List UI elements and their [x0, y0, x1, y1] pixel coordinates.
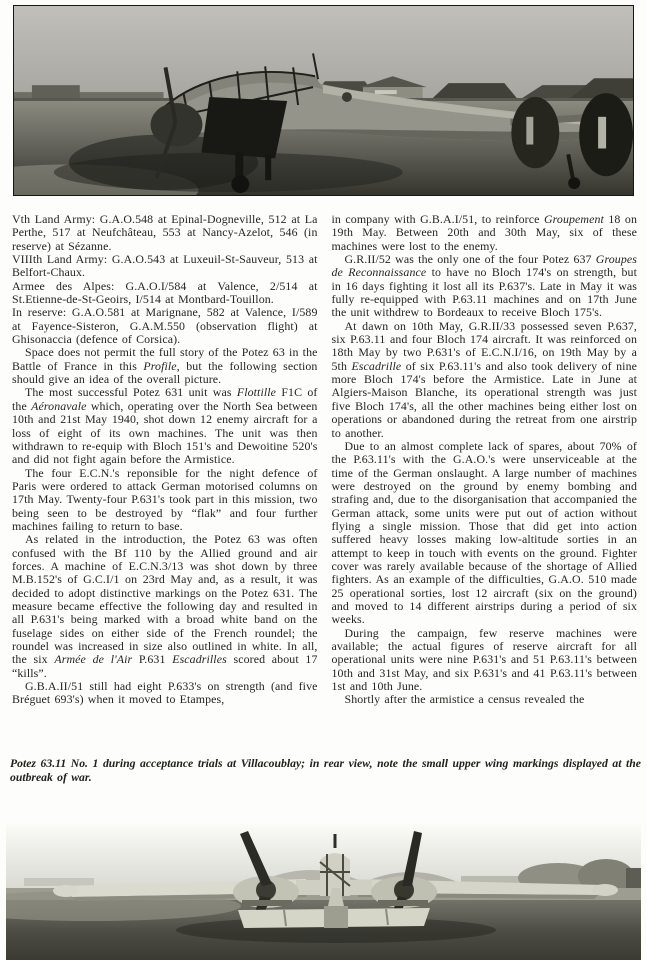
paragraph: During the campaign, few reserve machines were available; the actual figures of reserve aircraft for all operational units were nine P.631's and 51 P.63.11's between 10th and 31st May, and six P.631's and 41 P.63.11's between 1st and 10th June.: [331, 625, 637, 694]
paragraph: Due to an almost complete lack of spares, about 70% of the P.63.11's with the G.A.O.'s were unserviceable at the time of the German onslaught. A large number of machines were destroyed on the ground by enemy bombing and strafing and, due to the disorganisation that accompanied the German attack, some units were put out of action without flying a single mission. Those that did get into action suffered heavy losses making low-altitude sorties in an attempt to keep in touch with events on the ground. Fighter cover was rarely available because of the shortage of Allied fighters. As an example of the difficulties, G.A.O. 510 made 25 operational sorties, lost 12 aircraft (six on the ground) and moved to 14 different airstrips during a period of six weeks.: [331, 438, 637, 627]
paragraph: Armee des Alpes: G.A.O.I/584 at Valence, 2/514 at St.Etienne-de-St-Geoirs, I/514 at Montbard-Touillon.: [12, 278, 318, 307]
photo-caption: Potez 63.11 No. 1 during acceptance trials at Villacoublay; in rear view, note the small upper wing markings displayed at the outbreak of war.: [10, 757, 641, 784]
potez-63-11-rear-view-photo: [6, 824, 641, 960]
text-column-left: [12, 213, 318, 707]
top-photo: [13, 5, 634, 196]
article-body: [12, 213, 637, 707]
paragraph: G.R.II/52 was the only one of the four Potez 637 Groupes de Reconnaissance to have no Bloch 174's on strength, but in 16 days fighting it lost all its P.637's. Late in May it was fully re-equipped with P.63.11 machines and on 17th June the unit withdrew to Bordeaux to receive Bloch 175's.: [331, 252, 637, 320]
paragraph: Vth Land Army: G.A.O.548 at Epinal-Dogneville, 512 at La Perthe, 517 at Neufchâteau, 553 at Nancy-Azelot, 546 (in reserve) at Sézanne.: [12, 212, 318, 253]
paragraph: At dawn on 10th May, G.R.II/33 possessed seven P.637, six P.63.11 and four Bloch 174 aircraft. It was reinforced on 18th May by two P.631's of E.C.N.I/16, on 19th May by a 5th Escadrille of six P.63.11's and also took delivery of nine more Bloch 174's before the Armistice. Late in June at Algiers-Maison Blanche, its operational strength was just five Bloch 174's, all the other machines being either lost on operations or abandoned during the retreat from one airstrip to another.: [331, 318, 638, 440]
paragraph: The four E.C.N.'s reponsible for the night defence of Paris were ordered to attack German motorised columns on 17th May. Twenty-four P.631's took part in this mission, two being seen to be destroyed by “flak” and four further machines failing to return to base.: [12, 465, 318, 533]
paragraph: Shortly after the armistice a census revealed the: [344, 692, 585, 707]
bottom-photo: [6, 824, 641, 960]
paragraph: in company with G.B.A.I/51, to reinforce Groupement 18 on 19th May. Between 20th and 30th May, six of these machines were lost to the enemy.: [331, 212, 638, 253]
paragraph: As related in the introduction, the Potez 63 was often confused with the Bf 110 by the Allied ground and air forces. A machine of E.C.N.3/13 was shot down by three M.B.152's of G.C.I/1 on 23rd May and, as a result, it was decided to adopt distinctive markings on the Potez 631. The measure became effective the following day and resulted in all P.631's being marked with a broad white band on the fuselage sides on either side of the French roundel; the roundel was increased in size also outlined in white. In all, the six Armée de l'Air P.631 Escadrilles scored about 17 “kills”.: [12, 532, 318, 680]
text-column-right: [332, 213, 638, 707]
paragraph: In reserve: G.A.O.581 at Marignane, 582 at Valence, I/589 at Fayence-Sisteron, G.A.M.550 (observation flight) at Ghisonaccia (defence of Corsica).: [12, 305, 318, 347]
paragraph: The most successful Potez 631 unit was Flottille F1C of the Aéronavale which, operating over the North Sea between 10th and 21st May 1940, shot down 12 enemy aircraft for a loss of eight of its own machines. The unit was then withdrawn to re-equip with Bloch 151's and Dewoitine 520's and did not fight again before the Armistice.: [12, 385, 318, 467]
paragraph: VIIIth Land Army: G.A.O.543 at Luxeuil-St-Sauveur, 513 at Belfort-Chaux.: [12, 252, 318, 280]
potez-63-side-view-photo: [14, 6, 633, 195]
paragraph: G.B.A.II/51 still had eight P.633's on strength (and five Bréguet 693's) when it moved to Etampes,: [12, 679, 318, 707]
paragraph: Space does not permit the full story of the Potez 63 in the Battle of France in this Profile, but the following section should give an idea of the overall picture.: [12, 345, 318, 387]
